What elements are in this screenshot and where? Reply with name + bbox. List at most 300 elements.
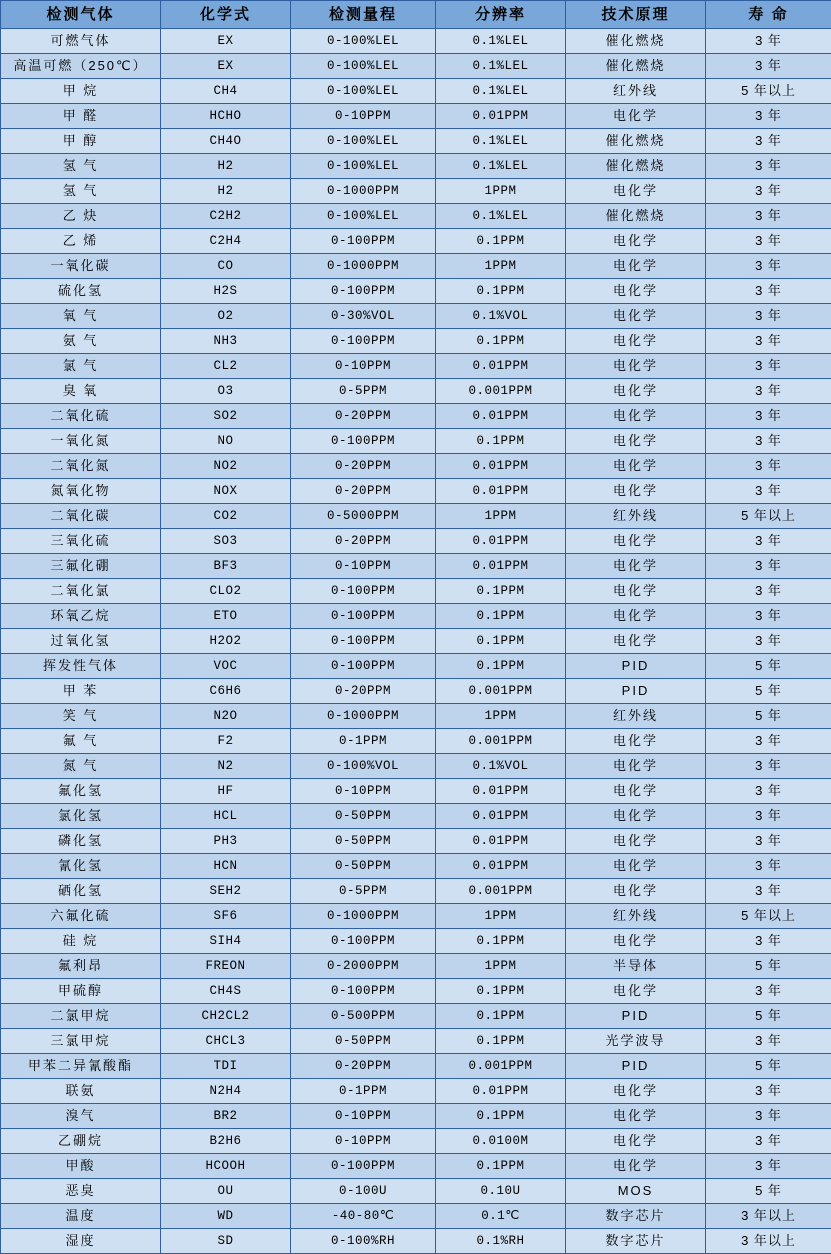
cell-gas: 二氯甲烷 (1, 1004, 161, 1029)
cell-range: 0-30%VOL (291, 304, 436, 329)
cell-range: 0-100PPM (291, 429, 436, 454)
cell-range: 0-50PPM (291, 854, 436, 879)
table-row (1, 904, 831, 929)
cell-lifetime: 3 年 (706, 154, 831, 179)
cell-range: 0-100%RH (291, 1229, 436, 1254)
cell-formula: BF3 (161, 554, 291, 579)
cell-gas: 甲硫醇 (1, 979, 161, 1004)
table-header-row (1, 1, 831, 29)
column-header-range: 检测量程 (291, 1, 436, 29)
cell-formula: H2O2 (161, 629, 291, 654)
cell-formula: CH4O (161, 129, 291, 154)
cell-resolution: 0.1PPM (436, 654, 566, 679)
cell-formula: N2O (161, 704, 291, 729)
cell-lifetime: 3 年 (706, 229, 831, 254)
cell-principle: 光学波导 (566, 1029, 706, 1054)
cell-resolution: 0.1PPM (436, 429, 566, 454)
cell-range: 0-10PPM (291, 554, 436, 579)
cell-formula: HCL (161, 804, 291, 829)
table-body (1, 29, 831, 1254)
cell-gas: 氮 气 (1, 754, 161, 779)
cell-principle: 电化学 (566, 104, 706, 129)
table-row (1, 1204, 831, 1229)
cell-resolution: 0.001PPM (436, 679, 566, 704)
cell-resolution: 0.1PPM (436, 329, 566, 354)
cell-range: 0-20PPM (291, 479, 436, 504)
table-row (1, 254, 831, 279)
cell-lifetime: 5 年以上 (706, 904, 831, 929)
cell-principle: 数字芯片 (566, 1229, 706, 1254)
cell-principle: 电化学 (566, 304, 706, 329)
cell-formula: B2H6 (161, 1129, 291, 1154)
cell-principle: 电化学 (566, 354, 706, 379)
cell-principle: 电化学 (566, 979, 706, 1004)
cell-principle: PID (566, 1004, 706, 1029)
cell-resolution: 0.1PPM (436, 1029, 566, 1054)
table-row (1, 829, 831, 854)
cell-lifetime: 3 年 (706, 754, 831, 779)
cell-range: 0-100%LEL (291, 204, 436, 229)
cell-range: 0-2000PPM (291, 954, 436, 979)
cell-formula: H2 (161, 154, 291, 179)
table-row (1, 154, 831, 179)
cell-gas: 臭 氧 (1, 379, 161, 404)
cell-resolution: 0.1℃ (436, 1204, 566, 1229)
cell-principle: 催化燃烧 (566, 154, 706, 179)
cell-range: 0-1000PPM (291, 179, 436, 204)
cell-gas: 乙 烯 (1, 229, 161, 254)
cell-lifetime: 3 年 (706, 354, 831, 379)
cell-resolution: 0.01PPM (436, 529, 566, 554)
cell-principle: PID (566, 1054, 706, 1079)
cell-resolution: 0.1PPM (436, 929, 566, 954)
cell-lifetime: 5 年以上 (706, 79, 831, 104)
cell-principle: 电化学 (566, 404, 706, 429)
cell-lifetime: 3 年 (706, 829, 831, 854)
cell-resolution: 0.1%RH (436, 1229, 566, 1254)
cell-lifetime: 3 年 (706, 304, 831, 329)
cell-formula: PH3 (161, 829, 291, 854)
cell-lifetime: 3 年 (706, 479, 831, 504)
cell-range: 0-100%LEL (291, 154, 436, 179)
cell-formula: CLO2 (161, 579, 291, 604)
cell-lifetime: 3 年 (706, 1154, 831, 1179)
table-row (1, 179, 831, 204)
cell-gas: 甲 苯 (1, 679, 161, 704)
cell-resolution: 0.1%LEL (436, 129, 566, 154)
cell-range: 0-100U (291, 1179, 436, 1204)
cell-resolution: 0.1%LEL (436, 29, 566, 54)
table-row (1, 129, 831, 154)
cell-resolution: 0.01PPM (436, 104, 566, 129)
table-row (1, 1154, 831, 1179)
cell-principle: 电化学 (566, 629, 706, 654)
cell-gas: 硒化氢 (1, 879, 161, 904)
cell-resolution: 0.1PPM (436, 579, 566, 604)
cell-formula: BR2 (161, 1104, 291, 1129)
cell-gas: 氟化氢 (1, 779, 161, 804)
table-row (1, 1179, 831, 1204)
cell-formula: SIH4 (161, 929, 291, 954)
cell-lifetime: 5 年 (706, 1004, 831, 1029)
table-row (1, 329, 831, 354)
cell-range: 0-5PPM (291, 879, 436, 904)
cell-resolution: 1PPM (436, 904, 566, 929)
cell-lifetime: 5 年 (706, 1054, 831, 1079)
cell-range: 0-100%VOL (291, 754, 436, 779)
cell-principle: 电化学 (566, 754, 706, 779)
table-row (1, 529, 831, 554)
cell-range: 0-5000PPM (291, 504, 436, 529)
cell-resolution: 0.01PPM (436, 454, 566, 479)
cell-formula: SD (161, 1229, 291, 1254)
cell-range: 0-10PPM (291, 354, 436, 379)
cell-range: 0-20PPM (291, 404, 436, 429)
cell-range: 0-50PPM (291, 804, 436, 829)
column-header-resolution: 分辨率 (436, 1, 566, 29)
cell-resolution: 0.1PPM (436, 629, 566, 654)
cell-range: 0-50PPM (291, 829, 436, 854)
cell-formula: NO2 (161, 454, 291, 479)
cell-lifetime: 3 年 (706, 179, 831, 204)
cell-range: 0-100%LEL (291, 79, 436, 104)
column-header-gas: 检测气体 (1, 1, 161, 29)
table-row (1, 754, 831, 779)
cell-resolution: 0.1%LEL (436, 54, 566, 79)
cell-range: 0-500PPM (291, 1004, 436, 1029)
cell-formula: SEH2 (161, 879, 291, 904)
cell-formula: FREON (161, 954, 291, 979)
cell-formula: O3 (161, 379, 291, 404)
cell-principle: PID (566, 654, 706, 679)
cell-resolution: 0.1PPM (436, 979, 566, 1004)
cell-gas: 恶臭 (1, 1179, 161, 1204)
cell-gas: 二氧化碳 (1, 504, 161, 529)
cell-resolution: 0.1PPM (436, 604, 566, 629)
cell-principle: 电化学 (566, 1129, 706, 1154)
cell-formula: WD (161, 1204, 291, 1229)
cell-principle: 催化燃烧 (566, 129, 706, 154)
table-row (1, 604, 831, 629)
table-row (1, 679, 831, 704)
cell-resolution: 0.01PPM (436, 804, 566, 829)
cell-formula: EX (161, 54, 291, 79)
cell-resolution: 0.1%LEL (436, 154, 566, 179)
cell-formula: NOX (161, 479, 291, 504)
cell-gas: 可燃气体 (1, 29, 161, 54)
cell-gas: 氨 气 (1, 329, 161, 354)
cell-resolution: 0.1PPM (436, 279, 566, 304)
cell-gas: 乙 炔 (1, 204, 161, 229)
cell-principle: 电化学 (566, 279, 706, 304)
table-row (1, 779, 831, 804)
cell-range: 0-100PPM (291, 229, 436, 254)
table-row (1, 1004, 831, 1029)
cell-gas: 溴气 (1, 1104, 161, 1129)
cell-principle: 电化学 (566, 804, 706, 829)
cell-lifetime: 3 年 (706, 604, 831, 629)
cell-formula: CH2CL2 (161, 1004, 291, 1029)
cell-range: 0-100%LEL (291, 129, 436, 154)
cell-formula: HCHO (161, 104, 291, 129)
table-row (1, 1229, 831, 1254)
cell-gas: 二氧化氮 (1, 454, 161, 479)
cell-gas: 三氯甲烷 (1, 1029, 161, 1054)
cell-principle: 电化学 (566, 879, 706, 904)
cell-range: 0-10PPM (291, 104, 436, 129)
cell-gas: 二氧化硫 (1, 404, 161, 429)
cell-range: 0-100PPM (291, 929, 436, 954)
cell-principle: 电化学 (566, 229, 706, 254)
cell-formula: H2 (161, 179, 291, 204)
cell-formula: SO2 (161, 404, 291, 429)
cell-lifetime: 3 年 (706, 404, 831, 429)
cell-lifetime: 3 年 (706, 804, 831, 829)
cell-range: 0-1PPM (291, 1079, 436, 1104)
cell-resolution: 1PPM (436, 954, 566, 979)
table-row (1, 404, 831, 429)
cell-formula: N2 (161, 754, 291, 779)
cell-formula: CHCL3 (161, 1029, 291, 1054)
cell-formula: CO2 (161, 504, 291, 529)
cell-principle: 电化学 (566, 454, 706, 479)
cell-formula: CH4 (161, 79, 291, 104)
cell-principle: 电化学 (566, 254, 706, 279)
cell-gas: 甲苯二异氰酸酯 (1, 1054, 161, 1079)
table-row (1, 229, 831, 254)
table-row (1, 104, 831, 129)
cell-lifetime: 3 年 (706, 854, 831, 879)
cell-principle: 电化学 (566, 854, 706, 879)
cell-gas: 氟利昂 (1, 954, 161, 979)
cell-principle: 电化学 (566, 829, 706, 854)
cell-principle: 半导体 (566, 954, 706, 979)
cell-resolution: 0.001PPM (436, 729, 566, 754)
cell-resolution: 0.1%LEL (436, 79, 566, 104)
cell-resolution: 0.1%VOL (436, 304, 566, 329)
cell-gas: 甲 烷 (1, 79, 161, 104)
cell-principle: 电化学 (566, 479, 706, 504)
cell-lifetime: 5 年 (706, 679, 831, 704)
cell-resolution: 0.01PPM (436, 1079, 566, 1104)
table-row (1, 504, 831, 529)
cell-formula: F2 (161, 729, 291, 754)
cell-formula: CO (161, 254, 291, 279)
cell-lifetime: 3 年 (706, 204, 831, 229)
cell-lifetime: 5 年 (706, 954, 831, 979)
cell-resolution: 0.001PPM (436, 1054, 566, 1079)
cell-formula: C2H2 (161, 204, 291, 229)
cell-formula: HCN (161, 854, 291, 879)
cell-lifetime: 3 年以上 (706, 1204, 831, 1229)
cell-lifetime: 3 年 (706, 779, 831, 804)
cell-formula: OU (161, 1179, 291, 1204)
cell-lifetime: 3 年 (706, 29, 831, 54)
cell-range: 0-100PPM (291, 279, 436, 304)
cell-range: 0-5PPM (291, 379, 436, 404)
cell-lifetime: 3 年 (706, 729, 831, 754)
table-row (1, 204, 831, 229)
table-row (1, 354, 831, 379)
cell-resolution: 0.001PPM (436, 879, 566, 904)
cell-principle: 电化学 (566, 1104, 706, 1129)
cell-resolution: 0.01PPM (436, 479, 566, 504)
cell-lifetime: 3 年 (706, 104, 831, 129)
cell-lifetime: 3 年 (706, 1104, 831, 1129)
table-row (1, 804, 831, 829)
table-row (1, 304, 831, 329)
table-row (1, 854, 831, 879)
cell-gas: 挥发性气体 (1, 654, 161, 679)
cell-formula: TDI (161, 1054, 291, 1079)
cell-lifetime: 3 年 (706, 129, 831, 154)
cell-gas: 联氨 (1, 1079, 161, 1104)
cell-lifetime: 5 年 (706, 1179, 831, 1204)
cell-gas: 高温可燃（250℃） (1, 54, 161, 79)
cell-gas: 三氟化硼 (1, 554, 161, 579)
cell-principle: 电化学 (566, 329, 706, 354)
cell-formula: EX (161, 29, 291, 54)
table-row (1, 979, 831, 1004)
cell-lifetime: 3 年 (706, 629, 831, 654)
cell-resolution: 0.01PPM (436, 779, 566, 804)
cell-principle: PID (566, 679, 706, 704)
cell-range: 0-100PPM (291, 579, 436, 604)
cell-gas: 湿度 (1, 1229, 161, 1254)
cell-formula: H2S (161, 279, 291, 304)
cell-range: 0-100%LEL (291, 29, 436, 54)
table-row (1, 54, 831, 79)
cell-formula: SO3 (161, 529, 291, 554)
cell-principle: 催化燃烧 (566, 204, 706, 229)
cell-formula: C2H4 (161, 229, 291, 254)
cell-range: 0-100PPM (291, 979, 436, 1004)
cell-formula: CH4S (161, 979, 291, 1004)
cell-principle: 电化学 (566, 1154, 706, 1179)
cell-range: 0-20PPM (291, 679, 436, 704)
cell-range: 0-10PPM (291, 1104, 436, 1129)
cell-resolution: 1PPM (436, 704, 566, 729)
table-row (1, 579, 831, 604)
table-row (1, 1029, 831, 1054)
cell-gas: 乙硼烷 (1, 1129, 161, 1154)
cell-gas: 过氧化氢 (1, 629, 161, 654)
cell-lifetime: 3 年 (706, 979, 831, 1004)
table-row (1, 429, 831, 454)
cell-resolution: 0.1%VOL (436, 754, 566, 779)
cell-gas: 氯 气 (1, 354, 161, 379)
cell-formula: O2 (161, 304, 291, 329)
cell-lifetime: 3 年 (706, 1129, 831, 1154)
cell-lifetime: 3 年 (706, 429, 831, 454)
cell-range: 0-10PPM (291, 779, 436, 804)
cell-range: 0-100PPM (291, 604, 436, 629)
cell-gas: 氧 气 (1, 304, 161, 329)
cell-resolution: 0.01PPM (436, 354, 566, 379)
cell-gas: 甲 醛 (1, 104, 161, 129)
table-row (1, 554, 831, 579)
cell-gas: 氢 气 (1, 154, 161, 179)
cell-resolution: 0.1PPM (436, 1104, 566, 1129)
cell-formula: CL2 (161, 354, 291, 379)
cell-range: 0-1000PPM (291, 704, 436, 729)
table-row (1, 279, 831, 304)
cell-lifetime: 3 年 (706, 254, 831, 279)
cell-gas: 温度 (1, 1204, 161, 1229)
cell-principle: 电化学 (566, 1079, 706, 1104)
cell-principle: 电化学 (566, 179, 706, 204)
cell-principle: 电化学 (566, 429, 706, 454)
cell-lifetime: 3 年以上 (706, 1229, 831, 1254)
cell-formula: HF (161, 779, 291, 804)
table-row (1, 1104, 831, 1129)
table-row (1, 654, 831, 679)
column-header-formula: 化学式 (161, 1, 291, 29)
cell-lifetime: 3 年 (706, 1079, 831, 1104)
cell-gas: 氟 气 (1, 729, 161, 754)
table-row (1, 379, 831, 404)
cell-formula: VOC (161, 654, 291, 679)
cell-resolution: 0.001PPM (436, 379, 566, 404)
cell-gas: 二氧化氯 (1, 579, 161, 604)
table-row (1, 1079, 831, 1104)
cell-lifetime: 3 年 (706, 529, 831, 554)
cell-principle: 电化学 (566, 554, 706, 579)
cell-lifetime: 3 年 (706, 454, 831, 479)
cell-resolution: 0.1PPM (436, 1154, 566, 1179)
cell-formula: N2H4 (161, 1079, 291, 1104)
cell-gas: 氯化氢 (1, 804, 161, 829)
cell-lifetime: 3 年 (706, 329, 831, 354)
cell-principle: MOS (566, 1179, 706, 1204)
cell-gas: 笑 气 (1, 704, 161, 729)
cell-lifetime: 3 年 (706, 379, 831, 404)
cell-principle: 催化燃烧 (566, 54, 706, 79)
cell-gas: 氮氧化物 (1, 479, 161, 504)
column-header-lifetime: 寿 命 (706, 1, 831, 29)
table-row (1, 704, 831, 729)
cell-principle: 红外线 (566, 504, 706, 529)
cell-resolution: 1PPM (436, 179, 566, 204)
cell-lifetime: 3 年 (706, 279, 831, 304)
cell-lifetime: 3 年 (706, 1029, 831, 1054)
cell-lifetime: 3 年 (706, 929, 831, 954)
table-row (1, 454, 831, 479)
cell-formula: NO (161, 429, 291, 454)
cell-lifetime: 3 年 (706, 54, 831, 79)
cell-lifetime: 5 年 (706, 704, 831, 729)
cell-resolution: 0.01PPM (436, 404, 566, 429)
cell-formula: NH3 (161, 329, 291, 354)
column-header-principle: 技术原理 (566, 1, 706, 29)
cell-range: 0-100PPM (291, 629, 436, 654)
cell-resolution: 0.10U (436, 1179, 566, 1204)
cell-formula: HCOOH (161, 1154, 291, 1179)
table-row (1, 29, 831, 54)
table-header (1, 1, 831, 29)
cell-resolution: 1PPM (436, 254, 566, 279)
cell-principle: 电化学 (566, 779, 706, 804)
cell-gas: 六氟化硫 (1, 904, 161, 929)
cell-range: 0-1000PPM (291, 254, 436, 279)
cell-gas: 氢 气 (1, 179, 161, 204)
cell-resolution: 0.1%LEL (436, 204, 566, 229)
cell-resolution: 0.0100M (436, 1129, 566, 1154)
table-row (1, 879, 831, 904)
cell-lifetime: 3 年 (706, 579, 831, 604)
cell-principle: 电化学 (566, 529, 706, 554)
cell-resolution: 0.01PPM (436, 854, 566, 879)
